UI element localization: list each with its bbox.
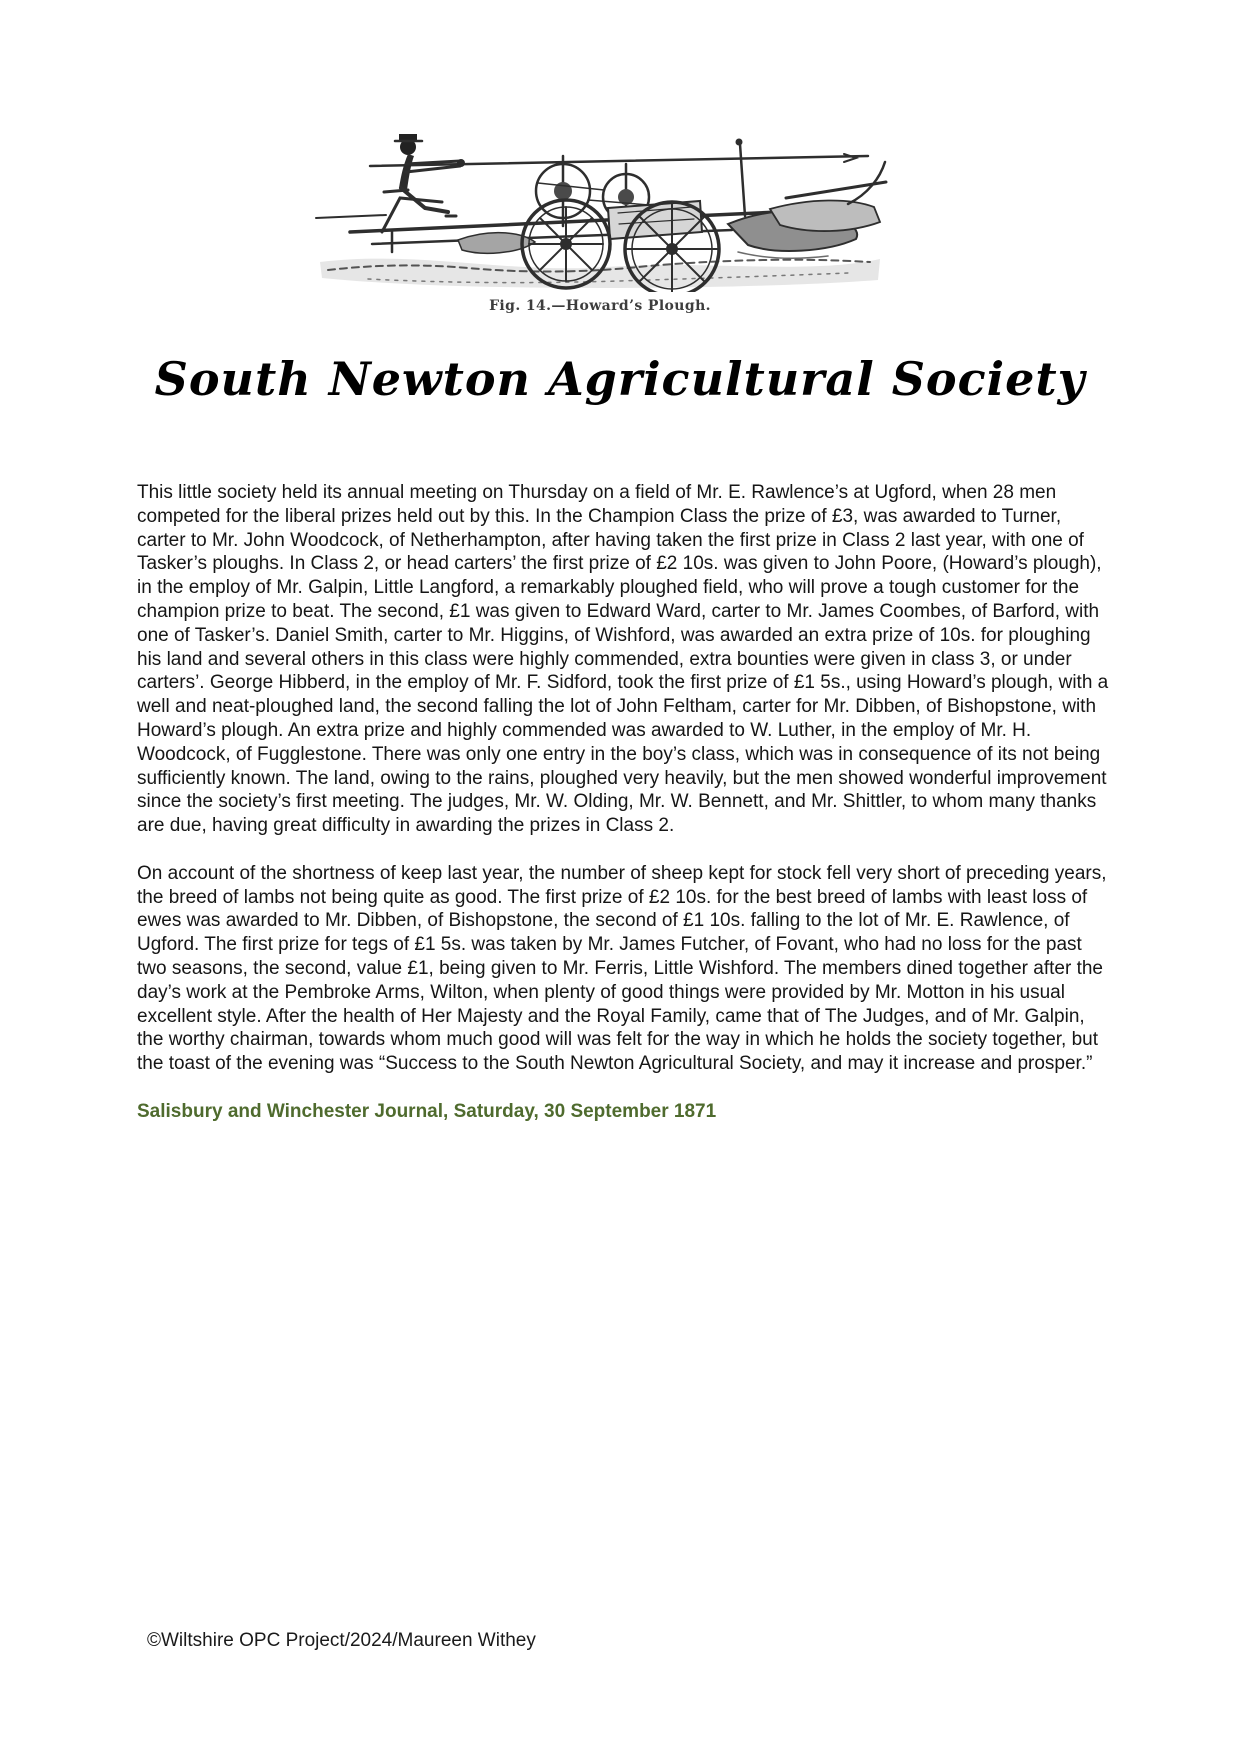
article-body [137,481,1110,1124]
body-paragraph: On account of the shortness of keep last year, the number of sheep kept for stock fell very short of preceding years, the breed of lambs not being quite as good. The first prize of £2 10s. for the best breed of lambs with least loss of ewes was awarded to Mr. Dibben, of Bishopstone, the second of £1 10s. falling to the lot of Mr. E. Rawlence, of Ugford. The first prize for tegs of £1 5s. was taken by Mr. James Futcher, of Fovant, who had no loss for the past two seasons, the second, value £1, being given to Mr. Ferris, Little Wishford. The members dined together after the day’s work at the Pembroke Arms, Wilton, when plenty of good things were provided by Mr. Motton in his usual excellent style. After the health of Her Majesty and the Royal Family, came that of The Judges, and of Mr. Galpin, the worthy chairman, towards whom much good will was felt for the way in which he holds the society together, but the toast of the evening was “Success to the South Newton Agricultural Society, and may it increase and prosper.” [137,862,1107,1075]
figure-caption: Fig. 14.—Howard’s Plough. [489,298,711,314]
left-wheel [522,200,610,288]
howards-plough-engraving [308,112,892,292]
body-paragraph: This little society held its annual meeting on Thursday on a field of Mr. E. Rawlence’s at Ugford, when 28 men competed for the liberal prizes held out by this. In the Champion Class the prize of £3, was awarded to Turner, carter to Mr. John Woodcock, of Netherhampton, after having taken the first prize in Class 2 last year, with one of Tasker’s ploughs. In Class 2, or head carters’ the first prize of £2 10s. was given to John Poore, (Howard’s plough), in the employ of Mr. Galpin, Little Langford, a remarkably ploughed field, who will prove a tough customer for the champion prize to beat. The second, £1 was given to Edward Ward, carter to Mr. James Coombes, of Barford, with one of Tasker’s. Daniel Smith, carter to Mr. Higgins, of Wishford, was awarded an extra prize of 10s. for ploughing his land and several others in this class were highly commended, extra bounties were given in class 3, or under carters’. George Hibberd, in the employ of Mr. F. Sidford, took the first prize of £1 5s., using Howard’s plough, with a well and neat-ploughed land, the second falling the lot of John Feltham, carter for Mr. Dibben, of Bishopstone, with Howard’s plough. An extra prize and highly commended was awarded to W. Luther, in the employ of Mr. H. Woodcock, of Fugglestone. There was only one entry in the boy’s class, which was in consequence of its not being sufficiently known. The land, owing to the rains, ploughed very heavily, but the men showed wonderful improvement since the society’s first meeting. The judges, Mr. W. Olding, Mr. W. Bennett, and Mr. Shittler, to whom many thanks are due, having great difficulty in awarding the prizes in Class 2. [137,482,1109,837]
figure-howards-plough [308,112,892,314]
copyright-footer: ©Wiltshire OPC Project/2024/Maureen Withey [147,1630,536,1651]
source-citation: Salisbury and Winchester Journal, Saturday, 30 September 1871 [137,1100,717,1122]
page-title: South Newton Agricultural Society [154,352,1086,406]
